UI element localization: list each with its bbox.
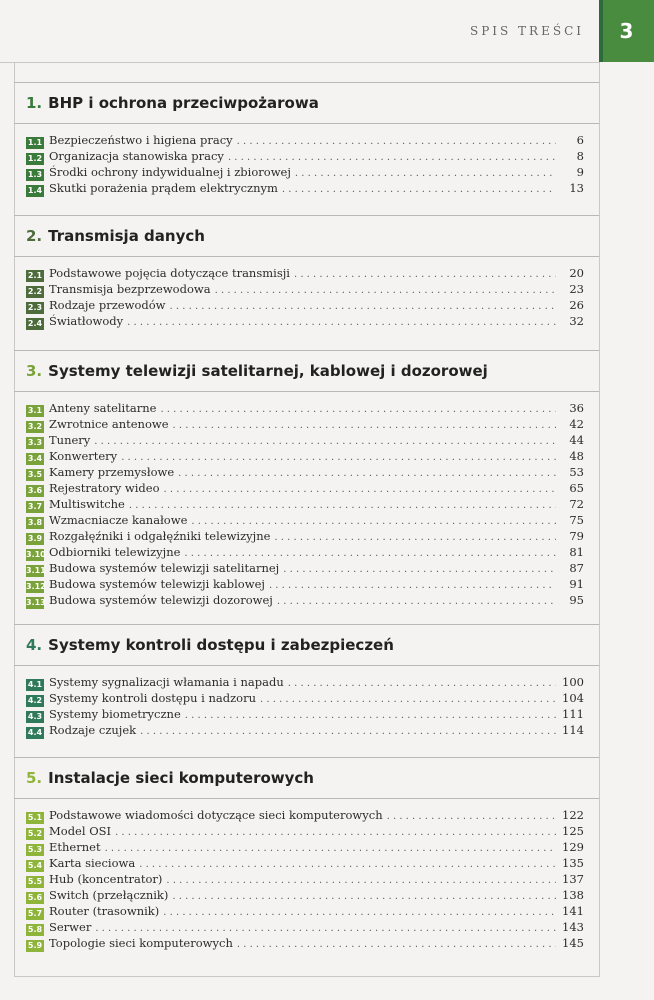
- toc-entry[interactable]: [14, 690, 599, 706]
- dot-leader: [105, 841, 556, 857]
- entry-code-badge: 1.3: [27, 170, 43, 179]
- toc-entry[interactable]: [14, 823, 599, 839]
- page-number-tab: [599, 0, 654, 62]
- dot-leader: [260, 692, 556, 708]
- entry-code-badge: 5.3: [27, 845, 43, 854]
- dot-leader: [170, 299, 556, 315]
- entry-list: [14, 132, 599, 196]
- toc-entry[interactable]: [14, 432, 599, 448]
- entry-code-badge: 2.1: [27, 271, 43, 280]
- toc-entry[interactable]: [14, 448, 599, 464]
- entry-page-number: 138: [562, 888, 584, 902]
- dot-leader: [274, 530, 556, 546]
- entry-page-number: 32: [569, 314, 584, 328]
- entry-title: Ethernet: [49, 840, 101, 854]
- toc-entry[interactable]: [14, 464, 599, 480]
- entry-code-badge: 3.2: [27, 422, 43, 431]
- entry-page-number: 48: [569, 449, 584, 463]
- entry-page-number: 137: [562, 872, 584, 886]
- entry-code-badge: 5.1: [27, 813, 43, 822]
- entry-title: Model OSI: [49, 824, 112, 838]
- entry-code-badge: 2.2: [27, 287, 43, 296]
- entry-page-number: 91: [569, 577, 584, 591]
- dot-leader: [166, 873, 556, 889]
- toc-entry[interactable]: [14, 592, 599, 608]
- section-title: Systemy kontroli dostępu i zabezpieczeń: [48, 636, 394, 654]
- toc-entry[interactable]: [14, 297, 599, 313]
- entry-list: [14, 400, 599, 608]
- entry-title: Budowa systemów telewizji dozorowej: [49, 593, 273, 607]
- entry-title: Transmisja bezprzewodowa: [49, 282, 211, 296]
- entry-title: Podstawowe pojęcia dotyczące transmisji: [49, 266, 290, 280]
- entry-page-number: 100: [562, 675, 584, 689]
- toc-entry[interactable]: [14, 706, 599, 722]
- toc-entry[interactable]: [14, 560, 599, 576]
- dot-leader: [237, 134, 556, 150]
- dot-leader: [129, 498, 556, 514]
- entry-page-number: 65: [569, 481, 584, 495]
- entry-title: Budowa systemów telewizji kablowej: [49, 577, 265, 591]
- entry-page-number: 129: [562, 840, 584, 854]
- entry-page-number: 145: [562, 936, 584, 950]
- entry-title: Systemy sygnalizacji włamania i napadu: [49, 675, 284, 689]
- entry-code-badge: 4.4: [27, 728, 43, 737]
- entry-code-badge: 5.5: [27, 877, 43, 886]
- entry-code-badge: 3.13: [26, 598, 46, 607]
- entry-page-number: 114: [562, 723, 584, 737]
- toc-entry[interactable]: [14, 132, 599, 148]
- dot-leader: [295, 166, 556, 182]
- toc-entry[interactable]: [14, 807, 599, 823]
- entry-title: Karta sieciowa: [49, 856, 136, 870]
- entry-page-number: 9: [576, 165, 584, 179]
- toc-entry[interactable]: [14, 480, 599, 496]
- entry-code-badge: 5.4: [27, 861, 43, 870]
- toc-entry[interactable]: [14, 544, 599, 560]
- toc-entry[interactable]: [14, 496, 599, 512]
- entry-page-number: 122: [562, 808, 584, 822]
- entry-title: Zwrotnice antenowe: [49, 417, 169, 431]
- toc-entry[interactable]: [14, 265, 599, 281]
- entry-code-badge: 5.8: [27, 925, 43, 934]
- dot-leader: [127, 315, 556, 331]
- toc-entry[interactable]: [14, 512, 599, 528]
- entry-code-badge: 4.2: [27, 696, 43, 705]
- entry-code-badge: 5.7: [27, 909, 43, 918]
- toc-entry[interactable]: [14, 674, 599, 690]
- entry-page-number: 125: [562, 824, 584, 838]
- toc-entry[interactable]: [14, 855, 599, 871]
- toc-section: [14, 82, 599, 196]
- entry-code-badge: 1.2: [27, 154, 43, 163]
- entry-title: Konwertery: [49, 449, 118, 463]
- entry-code-badge: 1.4: [27, 186, 43, 195]
- entry-page-number: 36: [569, 401, 584, 415]
- dot-leader: [139, 857, 556, 873]
- dot-leader: [160, 402, 556, 418]
- entry-page-number: 104: [562, 691, 584, 705]
- section-title: Instalacje sieci komputerowych: [48, 769, 314, 787]
- entry-title: Topologie sieci komputerowych: [49, 936, 233, 950]
- dot-leader: [185, 708, 556, 724]
- entry-code-badge: 3.5: [27, 470, 43, 479]
- entry-code-badge: 3.9: [27, 534, 43, 543]
- entry-page-number: 135: [562, 856, 584, 870]
- toc-entry[interactable]: [14, 281, 599, 297]
- section-title: Transmisja danych: [48, 227, 205, 245]
- entry-title: Hub (koncentrator): [49, 872, 163, 886]
- entry-title: Budowa systemów telewizji satelitarnej: [49, 561, 280, 575]
- toc-entry[interactable]: [14, 313, 599, 329]
- entry-title: Wzmacniacze kanałowe: [49, 513, 188, 527]
- toc-entry[interactable]: [14, 839, 599, 855]
- entry-code-badge: 5.9: [27, 941, 43, 950]
- section-heading: [14, 757, 599, 799]
- dot-leader: [283, 562, 556, 578]
- entry-page-number: 141: [562, 904, 584, 918]
- entry-page-number: 44: [569, 433, 584, 447]
- entry-title: Kamery przemysłowe: [49, 465, 175, 479]
- toc-entry[interactable]: [14, 871, 599, 887]
- entry-code-badge: 3.4: [27, 454, 43, 463]
- dot-leader: [269, 578, 556, 594]
- entry-code-badge: 5.6: [27, 893, 43, 902]
- frame-right-line: [599, 62, 600, 977]
- entry-list: [14, 265, 599, 329]
- entry-title: Anteny satelitarne: [49, 401, 157, 415]
- entry-page-number: 87: [569, 561, 584, 575]
- dot-leader: [294, 267, 556, 283]
- section-heading: [14, 350, 599, 392]
- dot-leader: [173, 418, 556, 434]
- header-label: SPIS TREŚCI: [469, 24, 584, 38]
- entry-code-badge: 2.4: [27, 319, 43, 328]
- entry-page-number: 42: [569, 417, 584, 431]
- toc-entry[interactable]: [14, 919, 599, 935]
- entry-page-number: 26: [569, 298, 584, 312]
- dot-leader: [164, 482, 556, 498]
- entry-title: Serwer: [49, 920, 92, 934]
- entry-code-badge: 3.11: [26, 566, 46, 575]
- toc-entry[interactable]: [14, 164, 599, 180]
- section-number: 3.: [26, 362, 43, 380]
- entry-title: Multiswitche: [49, 497, 125, 511]
- toc-entry[interactable]: [14, 180, 599, 196]
- entry-code-badge: 1.1: [27, 138, 43, 147]
- entry-page-number: 13: [569, 181, 584, 195]
- section-number: 2.: [26, 227, 43, 245]
- toc-entry[interactable]: [14, 722, 599, 738]
- toc-section: [14, 350, 599, 608]
- toc-entry[interactable]: [14, 148, 599, 164]
- entry-page-number: 6: [576, 133, 584, 147]
- entry-page-number: 8: [576, 149, 584, 163]
- entry-title: Systemy biometryczne: [49, 707, 181, 721]
- entry-title: Skutki porażenia prądem elektrycznym: [49, 181, 278, 195]
- entry-title: Środki ochrony indywidualnej i zbiorowej: [49, 165, 291, 179]
- entry-code-badge: 3.10: [26, 550, 46, 559]
- page-number: 3: [619, 19, 634, 43]
- section-heading: [14, 624, 599, 666]
- entry-title: Organizacja stanowiska pracy: [49, 149, 224, 163]
- dot-leader: [277, 594, 556, 610]
- entry-page-number: 75: [569, 513, 584, 527]
- dot-leader: [172, 889, 556, 905]
- dot-leader: [121, 450, 556, 466]
- entry-code-badge: 3.3: [27, 438, 43, 447]
- section-title: BHP i ochrona przeciwpożarowa: [48, 94, 319, 112]
- entry-page-number: 111: [562, 707, 584, 721]
- entry-page-number: 81: [569, 545, 584, 559]
- toc-entry[interactable]: [14, 400, 599, 416]
- section-heading: [14, 82, 599, 124]
- entry-list: [14, 674, 599, 738]
- entry-title: Odbiorniki telewizyjne: [49, 545, 181, 559]
- entry-page-number: 53: [569, 465, 584, 479]
- entry-title: Rozgałęźniki i odgałęźniki telewizyjne: [49, 529, 271, 543]
- dot-leader: [282, 182, 556, 198]
- entry-code-badge: 3.6: [27, 486, 43, 495]
- entry-title: Switch (przełącznik): [49, 888, 169, 902]
- toc-entry[interactable]: [14, 576, 599, 592]
- entry-title: Rodzaje czujek: [49, 723, 137, 737]
- dot-leader: [140, 724, 556, 740]
- toc-entry[interactable]: [14, 528, 599, 544]
- dot-leader: [215, 283, 556, 299]
- frame-bottom-line: [14, 976, 600, 977]
- entry-title: Tunery: [49, 433, 91, 447]
- entry-title: Systemy kontroli dostępu i nadzoru: [49, 691, 256, 705]
- entry-page-number: 20: [569, 266, 584, 280]
- entry-code-badge: 5.2: [27, 829, 43, 838]
- entry-page-number: 143: [562, 920, 584, 934]
- page-number-tab-stripe: [599, 0, 603, 62]
- dot-leader: [237, 937, 556, 953]
- toc-entry[interactable]: [14, 935, 599, 951]
- section-number: 4.: [26, 636, 43, 654]
- section-title: Systemy telewizji satelitarnej, kablowej i dozorowej: [48, 362, 488, 380]
- entry-page-number: 72: [569, 497, 584, 511]
- dot-leader: [163, 905, 556, 921]
- section-number: 1.: [26, 94, 43, 112]
- entry-title: Rejestratory wideo: [49, 481, 160, 495]
- dot-leader: [115, 825, 556, 841]
- section-heading: [14, 215, 599, 257]
- section-number: 5.: [26, 769, 43, 787]
- entry-code-badge: 4.1: [27, 680, 43, 689]
- entry-title: Rodzaje przewodów: [49, 298, 166, 312]
- entry-page-number: 23: [569, 282, 584, 296]
- toc-section: [14, 757, 599, 951]
- dot-leader: [288, 676, 556, 692]
- entry-title: Router (trasownik): [49, 904, 160, 918]
- toc-section: [14, 624, 599, 738]
- dot-leader: [178, 466, 556, 482]
- toc-entry[interactable]: [14, 903, 599, 919]
- frame-top-line: [0, 62, 600, 63]
- entry-title: Podstawowe wiadomości dotyczące sieci komputerowych: [49, 808, 383, 822]
- entry-title: Bezpieczeństwo i higiena pracy: [49, 133, 233, 147]
- entry-code-badge: 3.12: [26, 582, 46, 591]
- entry-title: Światłowody: [49, 314, 124, 328]
- entry-code-badge: 3.1: [27, 406, 43, 415]
- dot-leader: [387, 809, 556, 825]
- entry-page-number: 95: [569, 593, 584, 607]
- toc-section: [14, 215, 599, 329]
- entry-page-number: 79: [569, 529, 584, 543]
- entry-code-badge: 3.7: [27, 502, 43, 511]
- entry-code-badge: 3.8: [27, 518, 43, 527]
- toc-entry[interactable]: [14, 887, 599, 903]
- dot-leader: [94, 434, 556, 450]
- entry-code-badge: 4.3: [27, 712, 43, 721]
- toc-entry[interactable]: [14, 416, 599, 432]
- entry-list: [14, 807, 599, 951]
- entry-code-badge: 2.3: [27, 303, 43, 312]
